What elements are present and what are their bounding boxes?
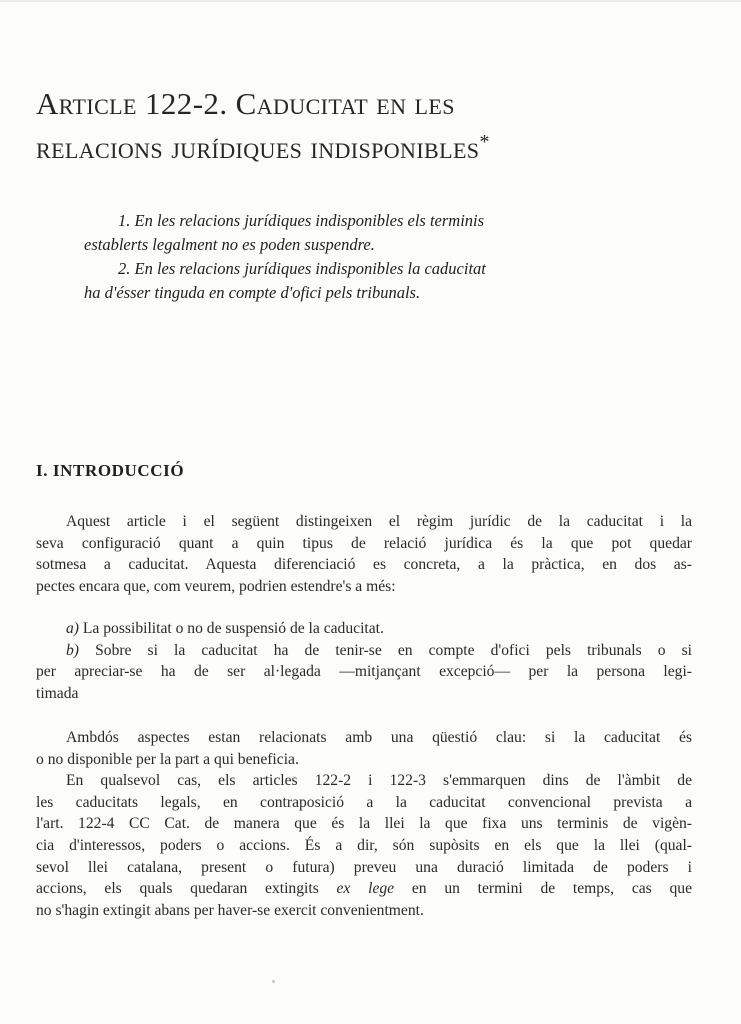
p2-line-1: Ambdós aspectes estan relacionats amb una qüestió clau: si la caducitat és	[66, 729, 692, 746]
p3-line-1: En qualsevol cas, els articles 122-2 i 122-3 s'emmarquen dins de l'àmbit de	[66, 772, 692, 790]
p3-line-6	[36, 878, 692, 900]
article-title-line-2	[36, 126, 696, 170]
article-title-line-1: Article 122-2. Caducitat en les	[36, 86, 455, 121]
list-item-b-line-1: Sobre si la caducitat ha de tenir-se en compte d'ofici pels tribunals o si	[95, 641, 693, 659]
list-item-a-text: La possibilitat o no de suspensió de la caducitat.	[82, 620, 384, 637]
statute-paragraph-1-cont	[84, 233, 654, 257]
p3-ex-lege: ex lege	[336, 880, 395, 898]
statute-p2-line-2: ha d'ésser tinguda en compte d'ofici pels tribunals.	[84, 283, 421, 302]
statute-paragraph-2-cont	[84, 281, 654, 305]
list-items	[36, 618, 692, 704]
list-marker-a: a)	[66, 620, 79, 637]
scan-speck	[272, 980, 275, 983]
p2-line-2: o no disponible per la part a qui beneficia.	[36, 750, 299, 768]
section-heading-introduccio: I. INTRODUCCIÓ	[36, 461, 185, 480]
p1-line-1: Aquest article i el següent distingeixen el règim jurídic de la caducitat i la	[66, 513, 692, 530]
list-item-b-line-3: timada	[36, 684, 79, 702]
p3-line-7: no s'hagin extingit abans per haver-se exercit convenientment.	[36, 901, 424, 919]
list-item-a	[36, 618, 692, 640]
statute-p1-line-1: 1. En les relacions jurídiques indisponibles els terminis	[118, 211, 485, 230]
article-title	[36, 82, 696, 170]
p3-line-4: cia d'interessos, poders o accions. És a dir, són supòsits en els que la llei (qual-	[36, 836, 692, 854]
p3-line-6-before: accions, els quals quedaran extingits	[36, 880, 337, 898]
list-item-b-line-2: per apreciar-se ha de ser al·legada —mitjançant excepció— per la persona legi-	[36, 663, 692, 681]
body-paragraph-2	[36, 727, 692, 921]
statute-p1-line-2: establerts legalment no es poden suspendre.	[84, 235, 375, 254]
statute-text	[84, 209, 654, 305]
p1-line-3: sotmesa a caducitat. Aquesta diferenciació es concreta, a la pràctica, en dos as-	[36, 556, 692, 574]
statute-paragraph-2	[84, 257, 654, 281]
footnote-mark: *	[479, 131, 490, 153]
list-marker-b: b)	[66, 641, 79, 659]
list-item-b	[36, 640, 692, 662]
p1-line-2: seva configuració quant a quin tipus de relació jurídica és la que pot quedar	[36, 534, 692, 552]
p1-line-4: pectes encara que, com veurem, podrien estendre's a més:	[36, 577, 396, 595]
statute-paragraph-1	[84, 209, 654, 233]
p3-line-5: sevol llei catalana, present o futura) preveu una duració limitada de poders i	[36, 858, 692, 876]
statute-p2-line-1: 2. En les relacions jurídiques indisponibles la caducitat	[118, 259, 486, 278]
p3-line-6-after: en un termini de temps, cas que	[394, 880, 692, 898]
body-paragraph-1	[36, 511, 692, 597]
page-top-edge	[0, 0, 741, 2]
article-title-line-2-text: relacions jurídiques indisponibles	[36, 130, 480, 165]
p3-line-3: l'art. 122-4 CC Cat. de manera que és la llei la que fixa uns terminis de vigèn-	[36, 815, 692, 833]
p3-line-2: les caducitats legals, en contraposició a la caducitat convencional prevista a	[36, 793, 692, 811]
